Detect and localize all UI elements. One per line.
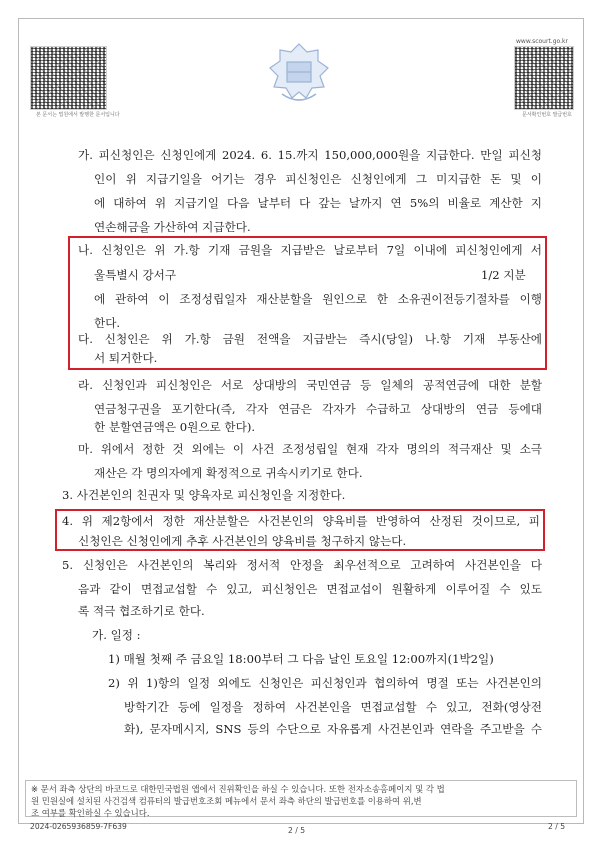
body-line: 2) 위 1)항의 일정 외에도 신청인은 피신청인과 협의하여 명절 또는 사건본인의 [108,676,542,690]
body-line: 5. 신청인은 사건본인의 복리와 정서적 안정을 최우선적으로 고려하여 사건본인을 다 [62,558,542,572]
body-line: 에 관하여 이 조정성립일자 재산분할을 원인으로 한 소유권이전등기절차를 이행 [94,292,542,306]
body-line: 에 대하여 위 지급기일 다음 날부터 다 갚는 날까지 연 5%의 비율로 계산한 지 [94,196,542,210]
page-number-right: 2 / 5 [548,822,566,831]
body-line: 록 적극 협조하기로 한다. [78,604,205,618]
verification-barcode-left [30,46,107,110]
body-line: 가. 피신청인은 신청인에게 2024. 6. 15.까지 150,000,000원을 지급한다. 만일 피신청 [78,148,542,162]
right-barcode-caption: 문서확인번호 발급번호 [522,112,572,118]
body-line: 라. 신청인과 피신청인은 서로 상대방의 국민연금 등 일체의 공적연금에 대한 분할 [78,378,542,392]
footer-note-line: 조 여부를 확인하실 수 있습니다. [31,808,150,818]
left-barcode-caption: 본 문서는 법원에서 발행한 문서입니다 [36,112,120,118]
verification-barcode-right [514,46,574,110]
issue-number: 2024-0265936859-7F639 [30,822,127,831]
body-line: 한다. [94,316,121,330]
body-line: 서 퇴거한다. [94,351,158,365]
body-line: 4. 위 제2항에서 정한 재산분할은 사건본인의 양육비를 반영하여 산정된 것이므로, 피 [62,514,540,528]
body-line: 연금청구권을 포기한다(즉, 각자 연금은 각자가 수급하고 상대방의 연금 등에대 [94,402,542,416]
body-line: 1) 매월 첫째 주 금요일 18:00부터 그 다음 날인 토요일 12:00까지(1박2일) [108,652,494,666]
body-line: 다. 신청인은 위 가.항 금원 전액을 지급받는 즉시(당일) 나.항 기재 부동산에 [78,332,542,346]
body-line: 방학기간 등에 일정을 정하여 사건본인을 면접교섭할 수 있고, 전화(영상전 [124,700,542,714]
body-line: 마. 위에서 정한 것 외에는 이 사건 조정성립일 현재 각자 명의의 적극재산 및 소극 [78,442,542,456]
body-line: 음과 같이 면접교섭할 수 있고, 피신청인은 면접교섭이 원활하게 이루어질 수 있도 [78,582,542,596]
body-line: 한 분할연금액은 0원으로 한다). [94,420,256,434]
body-line: 울특별시 강서구 [94,268,177,282]
body-line: 연손해금을 가산하여 지급한다. [94,220,251,234]
footer-note-line: 원 민원실에 설치된 사건검색 컴퓨터의 발급번호조회 메뉴에서 문서 좌측 하단의 발급번호를 이용하여 위,변 [31,796,422,806]
body-line: 1/2 지분 [481,268,526,282]
body-line: 재산은 각 명의자에게 확정적으로 귀속시키기로 한다. [94,466,363,480]
footer-note-line: ※ 문서 좌측 상단의 바코드로 대한민국법원 앱에서 진위확인을 하실 수 있습니다. 또한 전자소송홈페이지 및 각 법 [31,784,445,794]
body-line: 화), 문자메시지, SNS 등의 수단으로 자유롭게 사건본인과 연락을 주고받을 수 [124,722,542,736]
court-seal-icon [262,38,336,108]
court-url: www.scourt.go.kr [516,38,568,45]
body-line: 신청인은 신청인에게 추후 사건본인의 양육비를 청구하지 않는다. [78,534,407,548]
body-line: 인이 위 지급기일을 어기는 경우 피신청인은 신청인에게 그 미지급한 돈 및 이 [94,172,542,186]
body-line: 나. 신청인은 위 가.항 기재 금원을 지급받은 날로부터 7일 이내에 피신청인에게 서 [78,243,542,257]
page-number: 2 / 5 [288,826,306,835]
body-line: 3. 사건본인의 친권자 및 양육자로 피신청인을 지정한다. [62,488,346,502]
body-line: 가. 일정 : [92,628,141,642]
